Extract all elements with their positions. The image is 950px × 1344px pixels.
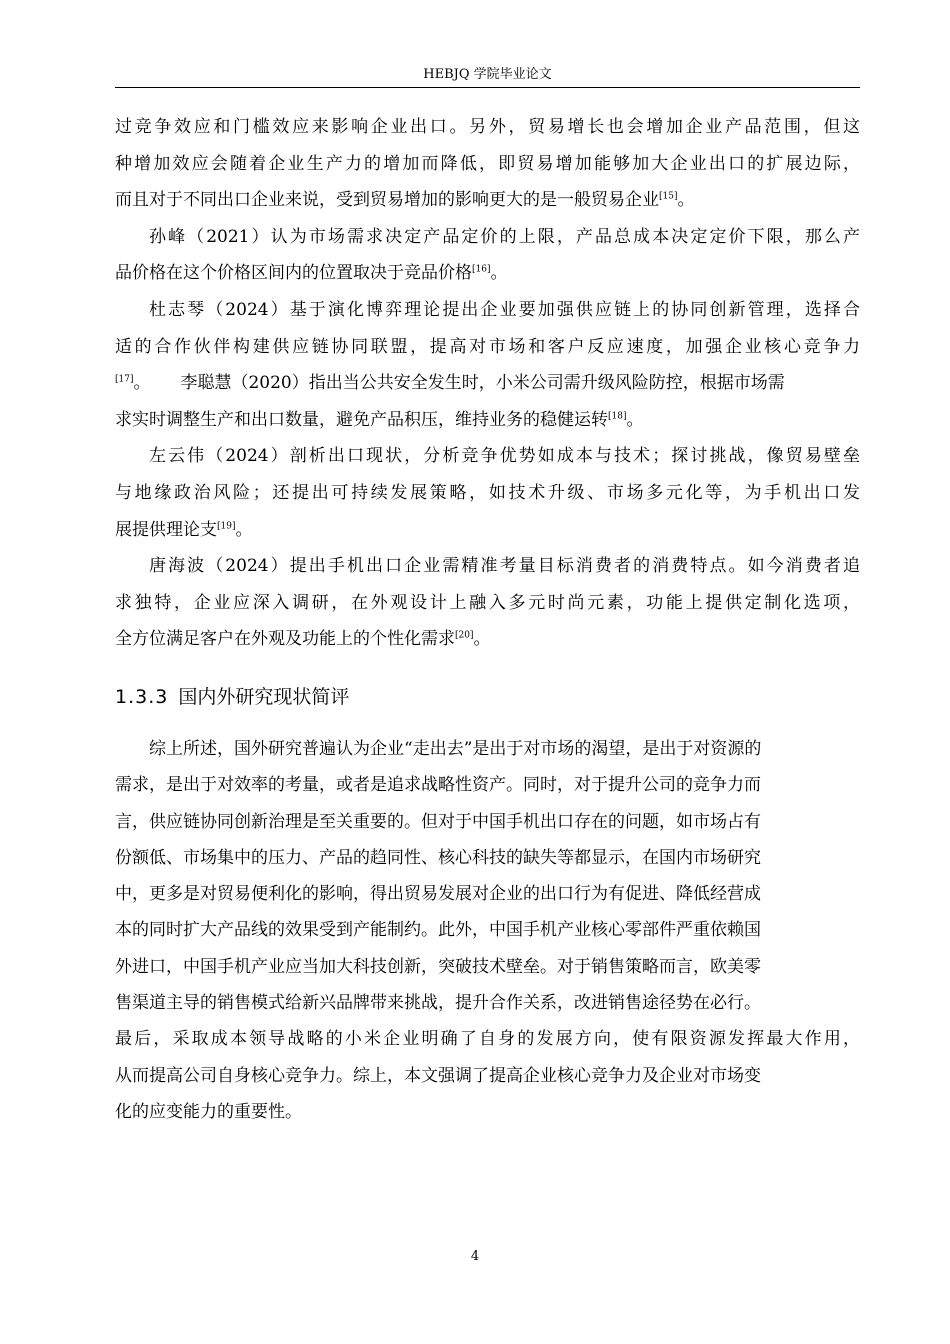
text-line: 售渠道主导的销售模式给新兴品牌带来挑战，提升合作关系，改进销售途径势在必行。 [115,993,761,1014]
text-line [115,516,860,553]
text-line: 综上所述，国外研究普遍认为企业“走出去”是出于对市场的渴望，是出于对资源的 [149,739,762,759]
text-line [115,259,860,296]
text-line: 外进口，中国手机产业应当加大科技创新，突破技术壁垒。对于销售策略而言，欧美零 [115,956,761,977]
text-run: 。 [677,190,695,211]
header-rule [115,87,860,88]
text-line: 从而提高公司自身核心竞争力。综上，本文强调了提高企业核心竞争力及企业对市场变 [115,1065,761,1086]
text-line [115,625,860,662]
section-number: 1.3.3 [115,686,169,708]
text-run: 李聪慧（2020）指出当公共安全发生时，小米公司需升级风险防控，根据市场需 [180,373,785,394]
citation-ref: [19] [217,520,236,531]
text-run: 而且对于不同出口企业来说，受到贸易增加的影响更大的是一般贸易企业 [115,190,659,211]
text-line: 中，更多是对贸易便利化的影响，得出贸易发展对企业的出口行为有促进、降低经营成 [115,884,761,905]
text-line: 份额低、市场集中的压力、产品的趋同性、核心科技的缺失等都显示，在国内市场研究 [115,847,761,868]
text-line: 需求，是出于对效率的考量，或者是追求战略性资产。同时，对于提升公司的竞争力而 [115,775,761,796]
text-run: 全方位满足客户在外观及功能上的个性化需求 [115,629,455,650]
text-line: 左云伟（2024）剖析出口现状，分析竞争优势如成本与技术；探讨挑战，像贸易壁垒 [149,446,860,467]
citation-ref: [18] [608,411,627,422]
text-run: 。 [626,409,644,430]
text-line [115,406,860,443]
citation-ref: [20] [455,630,474,641]
text-line: 与地缘政治风险；还提出可持续发展策略，如技术升级、市场多元化等，为手机出口发 [115,482,860,503]
citation-ref: [16] [472,264,491,275]
text-run: 求实时调整生产和出口数量，避免产品积压，维持业务的稳健运转 [115,409,608,430]
text-line: 适的合作伙伴构建供应链协同联盟，提高对市场和客户反应速度，加强企业核心竞争力 [115,336,860,357]
section-heading [115,683,349,711]
text-run: 。 [235,519,253,540]
text-run: 品价格在这个价格区间内的位置取决于竞品价格 [115,263,472,284]
citation-ref: [15] [659,191,678,202]
text-line: 求独特，企业应深入调研，在外观设计上融入多元时尚元素，功能上提供定制化选项， [115,592,860,613]
text-line: 言，供应链协同创新治理是至关重要的。但对于中国手机出口存在的问题，如市场占有 [115,811,761,832]
text-line: 最后，采取成本领导战略的小米企业明确了自身的发展方向，使有限资源发挥最大作用， [115,1029,860,1050]
body-text-bottom [115,735,860,1134]
text-run: 展提供理论支 [115,519,217,540]
text-line: 化的应变能力的重要性。 [115,1101,302,1122]
citation-ref: [17] [115,374,134,385]
text-run: 。 [133,373,151,394]
text-line: 孙峰（2021）认为市场需求决定产品定价的上限，产品总成本决定定价下限，那么产 [149,226,860,247]
text-line [115,369,860,406]
text-run: 。 [473,629,491,650]
text-line: 唐海波（2024）提出手机出口企业需精准考量目标消费者的消费特点。如今消费者追 [149,556,860,577]
text-line: 杜志琴（2024）基于演化博弈理论提出企业要加强供应链上的协同创新管理，选择合 [149,299,860,320]
page-number: 4 [470,1249,480,1264]
text-line: 本的同时扩大产品线的效果受到产能制约。此外，中国手机产业核心零部件严重依赖国 [115,920,761,941]
text-run: 。 [490,263,508,284]
text-line: 种增加效应会随着企业生产力的增加而降低，即贸易增加能够加大企业出口的扩展边际， [115,153,860,174]
section-title: 国内外研究现状简评 [178,686,350,708]
text-line: 过竞争效应和门槛效应来影响企业出口。另外，贸易增长也会增加企业产品范围，但这 [115,117,860,137]
running-header: HEBJQ 学院毕业论文 [423,67,552,82]
body-text-top [115,113,860,662]
text-line [115,186,860,223]
